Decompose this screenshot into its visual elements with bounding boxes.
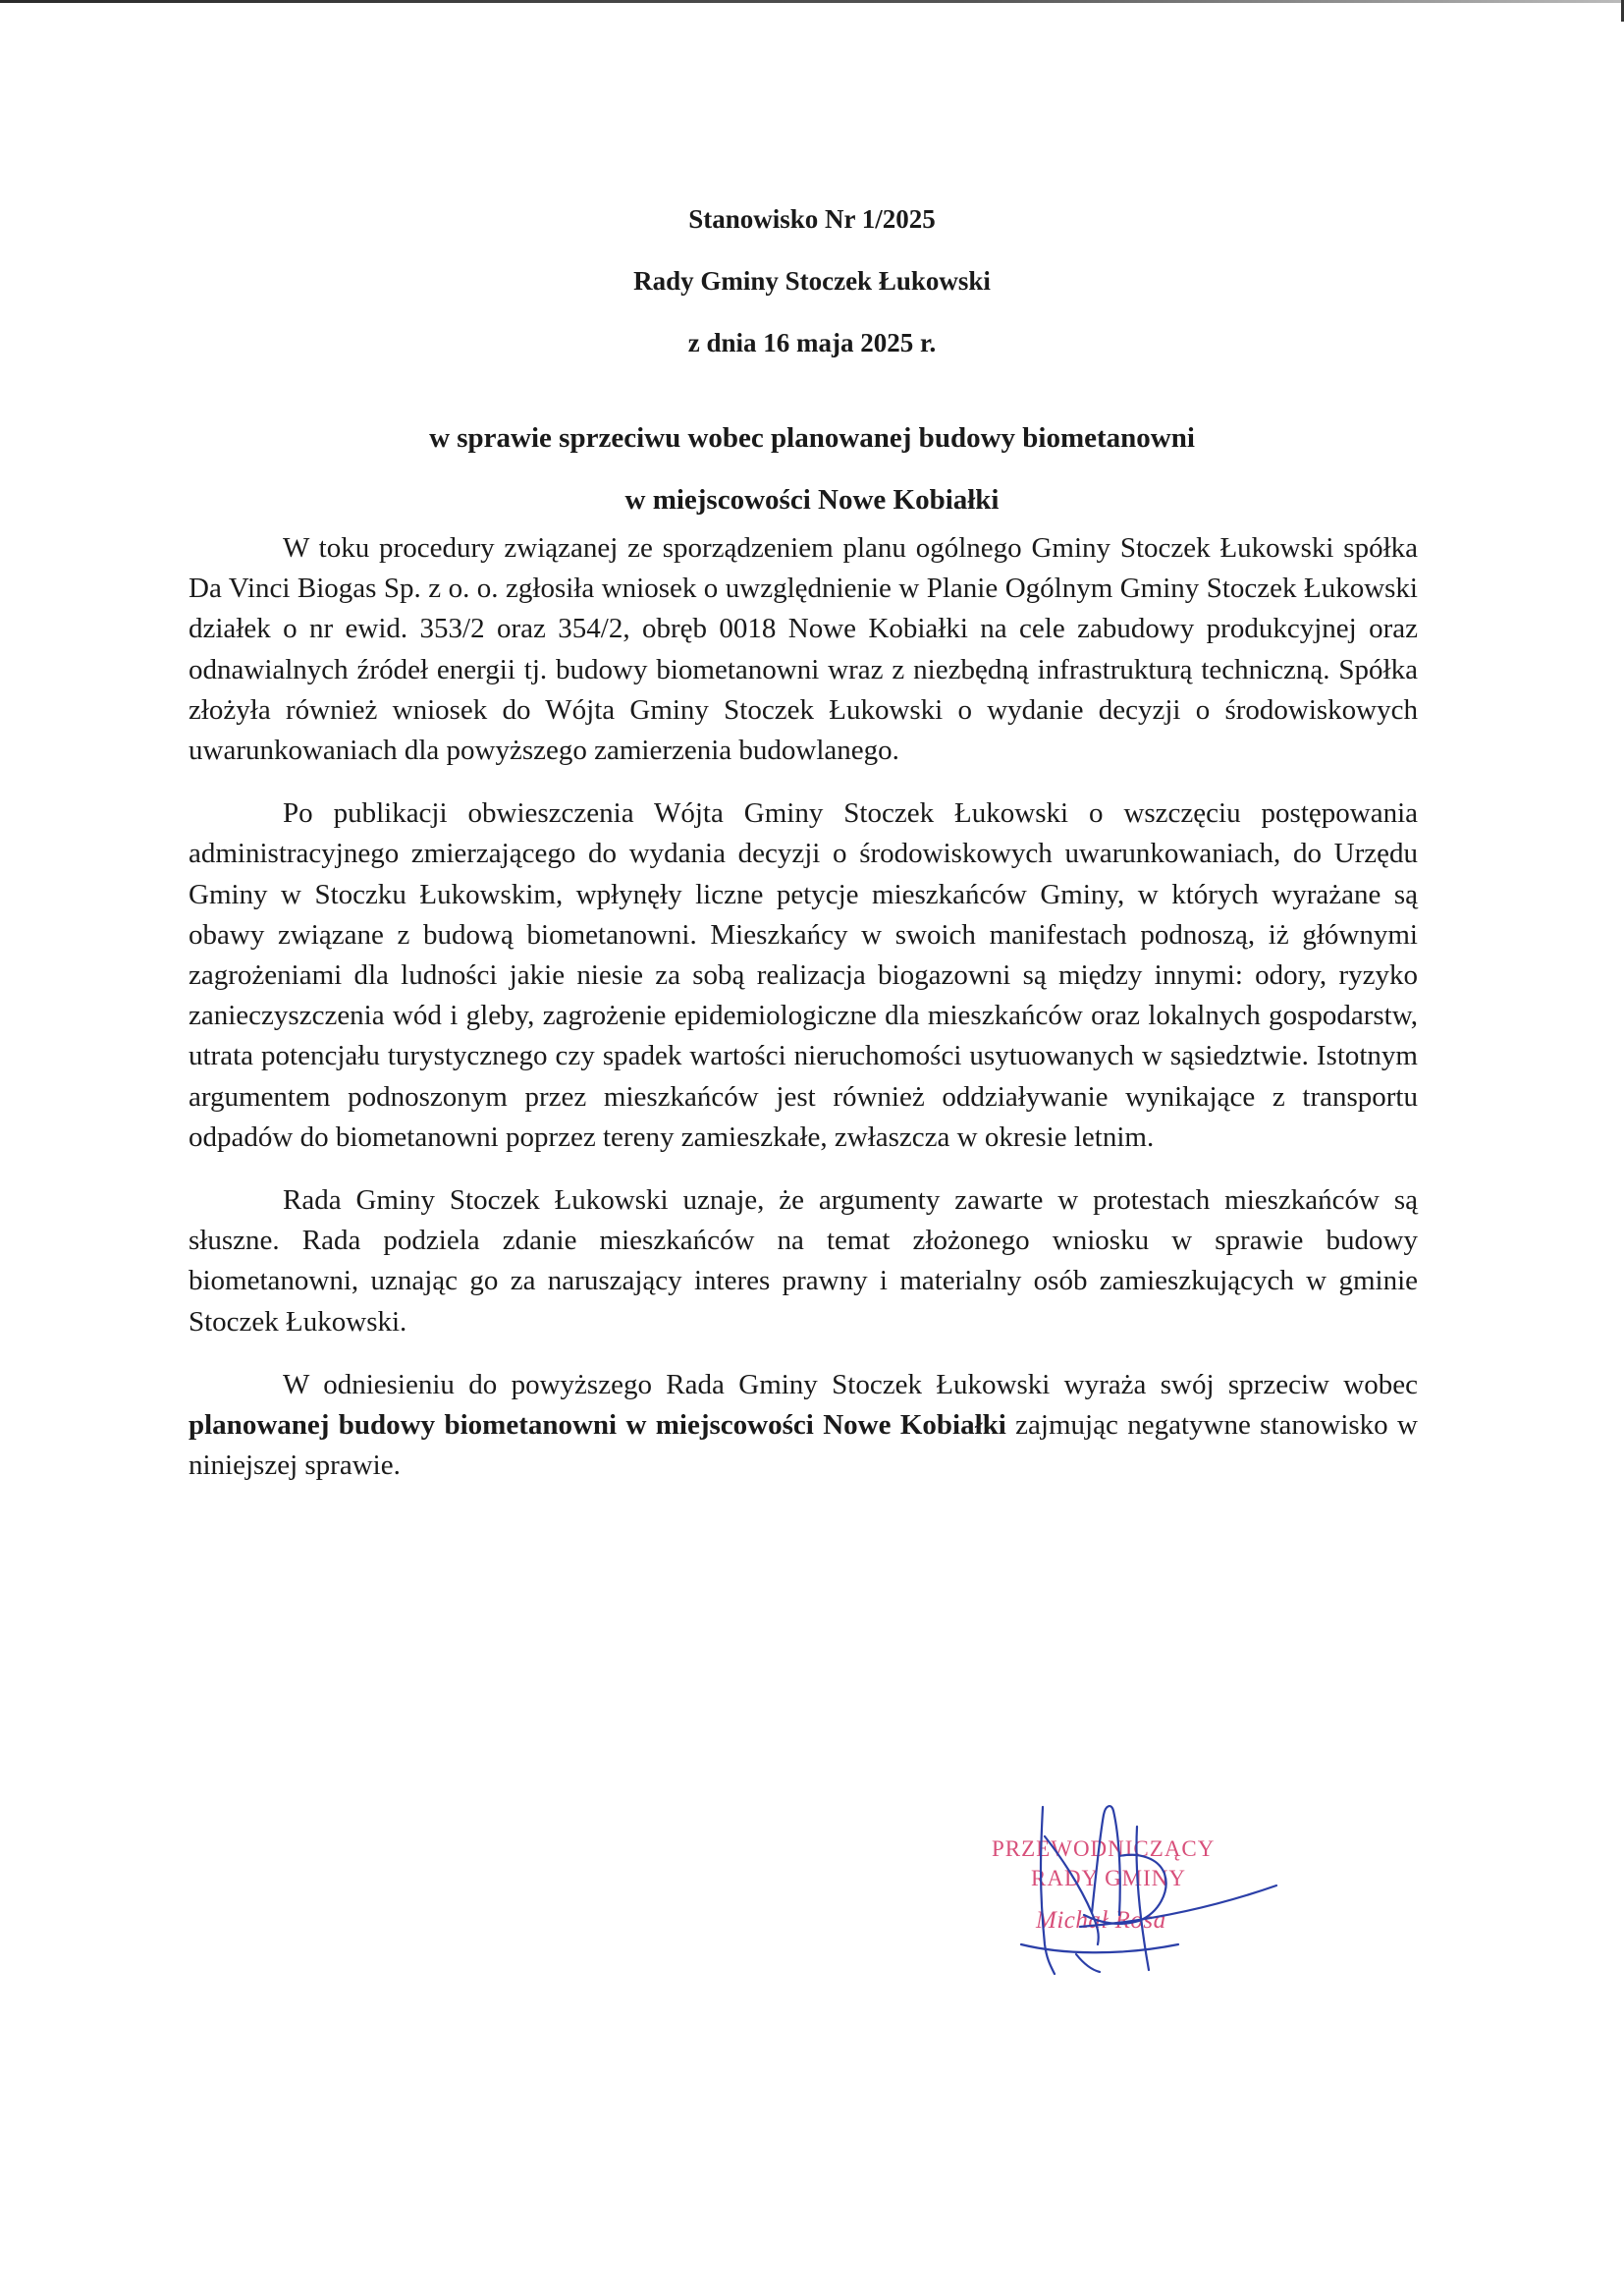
document-number: Stanowisko Nr 1/2025 [688,204,936,234]
issuing-body: Rady Gminy Stoczek Łukowski [633,266,991,296]
subject-line-1: w sprawie sprzeciwu wobec planowanej budowy biometanowni [429,422,1195,454]
document-body [189,528,1418,1508]
stamp-body: RADY GMINY [1031,1866,1187,1890]
scan-top-edge [0,0,1624,3]
paragraph-4-after: zajmując negatywne stanowisko w niniejszej sprawie. [189,1409,1418,1482]
chairman-stamp [982,1797,1306,1984]
document-subject [0,408,1624,531]
paragraph-1: W toku procedury związanej ze sporządzeniem planu ogólnego Gminy Stoczek Łukowski spółka Da Vinci Biogas Sp. z o. o. zgłosiła wniosek o uwzględnienie w Planie Ogólnym Gminy Stoczek Łukowski działek o nr ewid. 353/2 oraz 354/2, obręb 0018 Nowe Kobiałki na cele zabudowy produkcyjnej oraz odnawialnych źródeł energii tj. budowy biometanowni wraz z niezbędną infrastrukturą techniczną. Spółka złożyła również wniosek do Wójta Gminy Stoczek Łukowski o wydanie decyzji o środowiskowych uwarunkowaniach dla powyższego zamierzenia budowlanego. [189,532,1418,767]
paragraph-4 [189,1365,1418,1487]
stamp-title: PRZEWODNICZĄCY [992,1836,1216,1861]
handwritten-signature-icon [982,1797,1306,1984]
stamp-name: Michał Rosa [1036,1907,1166,1934]
subject-line-2: w miejscowości Nowe Kobiałki [624,484,1000,516]
document-date: z dnia 16 maja 2025 r. [687,328,937,357]
paragraph-4-before: W odniesieniu do powyższego Rada Gminy Stoczek Łukowski wyraża swój sprzeciw wobec [283,1368,1418,1400]
paragraph-3: Rada Gminy Stoczek Łukowski uznaje, że argumenty zawarte w protestach mieszkańców są słuszne. Rada podziela zdanie mieszkańców na temat złożonego wniosku w sprawie budowy biometanowni, uznając go za naruszający interes prawny i materialny osób zamieszkujących w gminie Stoczek Łukowski. [189,1184,1418,1338]
document-header [0,189,1624,374]
paragraph-2: Po publikacji obwieszczenia Wójta Gminy Stoczek Łukowski o wszczęciu postępowania administracyjnego zmierzającego do wydania decyzji o środowiskowych uwarunkowaniach, do Urzędu Gminy w Stoczku Łukowskim, wpłynęły liczne petycje mieszkańców Gminy, w których wyrażane są obawy związane z budową biometanowni. Mieszkańcy w swoich manifestach podnoszą, iż głównymi zagrożeniami dla ludności jakie niesie za sobą realizacja biogazowni są między innymi: odory, ryzyko zanieczyszczenia wód i gleby, zagrożenie epidemiologiczne dla mieszkańców oraz lokalnych gospodarstw, utrata potencjału turystycznego czy spadek wartości nieruchomości usytuowanych w sąsiedztwie. Istotnym argumentem podnoszonym przez mieszkańców jest również oddziaływanie wynikające z transportu odpadów do biometanowni poprzez tereny zamieszkałe, zwłaszcza w okresie letnim. [189,797,1418,1153]
paragraph-4-bold: planowanej budowy biometanowni w miejscowości Nowe Kobiałki [189,1409,1006,1442]
